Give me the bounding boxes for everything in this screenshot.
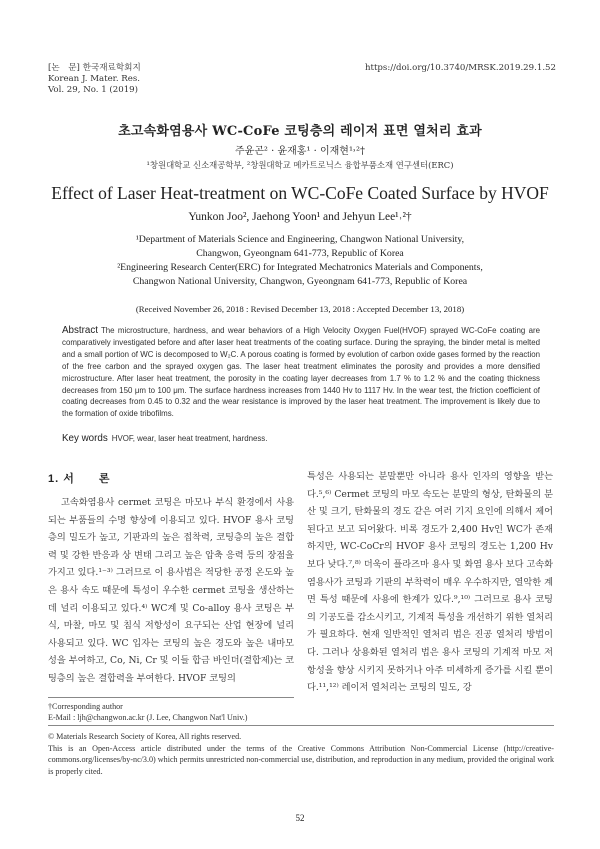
affiliation-line: Changwon National University, Changwon, Gyeongnam 641-773, Republic of Korea xyxy=(132,276,468,287)
copyright-line: © Materials Research Society of Korea, All rights reserved. xyxy=(48,732,242,741)
footnote xyxy=(48,701,247,723)
korean-authors: 주윤곤² · 윤재홍¹ · 이재현¹˒²† xyxy=(234,146,366,157)
journal-header-line: Vol. 29, No. 1 (2019) xyxy=(48,85,138,95)
abstract xyxy=(62,325,540,420)
keywords-text: HVOF, wear, laser heat treatment, hardness. xyxy=(111,434,268,443)
corresponding-author: †Corresponding author xyxy=(48,702,123,711)
abstract-label: Abstract xyxy=(62,325,98,336)
english-title: Effect of Laser Heat-treatment on WC-CoFe Coated Surface by HVOF xyxy=(51,183,549,203)
page-number: 52 xyxy=(295,813,305,823)
abstract-text: The microstructure, hardness, and wear behaviors of a High Velocity Oxygen Fuel(HVOF) sprayed WC-CoFe coating are comparatively investigated before and after laser heat treatments of the coating surface. During the spraying, the binder metal is melted and a small portion of WC is decomposed to W₂C. A porous coating is formed by evolution of carbon oxide gases formed by the reaction of the free carbon and the sprayed oxygen gas. The laser heat treatment eliminates the porosity and provides a more densified microstructure. After laser heat treatment, the porosity in the coating layer decreases from 1.7 % to 1.2 % and the coating thickness decreases from 150 μm to 100 μm. The surface hardness increases from 1440 Hv to 1117 Hv. In the wear test, the friction coefficient of coating decreases from 0.45 to 0.32 and the wear resistance is improved by the laser heat treatment. The improvement is likely due to the formation of oxide tribofilms. xyxy=(62,326,540,419)
license-text: This is an Open-Access article distributed under the terms of the Creative Commons Attribution Non-Commercial License (http://creative-commons.org/licenses/by-nc/3.0) which permits unrestricted non-commercial use, distribution, and reproduction in any medium, provided the original work is properly cited. xyxy=(48,743,554,776)
journal-header-line: Korean J. Mater. Res. xyxy=(48,74,140,84)
affiliation-line: ²Engineering Research Center(ERC) for Integrated Mechatronics Materials and Components, xyxy=(117,262,483,273)
author-email[interactable]: E-Mail : ljh@changwon.ac.kr (J. Lee, Changwon Nat'l Univ.) xyxy=(48,713,248,723)
keywords-label: Key words xyxy=(62,433,108,444)
paragraph: 고속화염용사 cermet 코팅은 마모나 부식 환경에서 사용되는 부품들의 수명 향상에 이용되고 있다. HVOF 용사 코팅층의 밀도가 높고, 기판과의 높은 접착력, 코팅층의 높은 결합력 및 강한 반응과 상 변태 그리고 높은 압축 응력 등의 장점을 가지고 있다.¹⁻³⁾ 그러므로 이 용사법은 적당한 공정 온도와 높은 용사 속도 때문에 특성이 우수한 cermet 코팅을 생산하는데 널리 이용되고 있다.⁴⁾ WC계 및 Co-alloy 용사 코팅은 부식, 마찰, 마모 및 침식 저항성이 요구되는 산업 현장에 널리 사용되고 있다. WC 입자는 코팅의 높은 경도와 높은 내마모성을 부여하고, Co, Ni, Cr 및 이들 합금 바인더(결합제)는 코팅층의 높은 결합력을 부여한다. HVOF 코팅의 xyxy=(48,497,294,684)
korean-affiliations: ¹창원대학교 신소재공학부, ²창원대학교 메카트로닉스 융합부품소재 연구센터(ERC) xyxy=(146,160,454,170)
affiliation-line: Changwon, Gyeongnam 641-773, Republic of Korea xyxy=(196,248,404,259)
license-block xyxy=(48,731,554,777)
left-column xyxy=(48,494,294,688)
affiliation-line: ¹Department of Materials Science and Engineering, Changwon National University, xyxy=(135,234,465,245)
english-affiliations xyxy=(0,233,600,289)
doi-link[interactable]: https://doi.org/10.3740/MRSK.2019.29.1.52 xyxy=(364,63,556,73)
footnote-divider xyxy=(48,697,294,698)
section-title: 1. 서 론 xyxy=(48,473,111,485)
korean-title: 초고속화염용사 WC-CoFe 코팅층의 레이저 표면 열처리 효과 xyxy=(118,124,482,139)
journal-header-line: [논 문] 한국재료학회지 xyxy=(48,63,141,73)
right-column xyxy=(307,468,553,697)
paragraph: 특성은 사용되는 분말뿐만 아니라 용사 인자의 영향을 받는다.⁵,⁶⁾ Cermet 코팅의 마모 속도는 분말의 형상, 탄화물의 분산 및 크기, 탄화물의 경도 같은 여러 기지 요인에 의해서 제어된다고 보고 되어왔다. 비록 경도가 2,400 Hv인 WC가 존재하지만, WC-CoCr의 HVOF 용사 코팅의 경도는 1,200 Hv 보다 낮다.⁷,⁸⁾ 더욱이 플라즈마 용사 및 화염 용사 보다 고속화염용사가 코팅과 기판의 부착력이 매우 우수하지만, 열악한 계면 특성 때문에 사용에 한계가 있다.⁹,¹⁰⁾ 그러므로 용사 코팅의 기공도를 감소시키고, 기계적 특성을 개선하기 위한 열처리가 필요하다. 현재 일반적인 열처리 법은 진공 열처리 방법이다. 그러나 상용화된 열처리 법은 용사 코팅의 기계적 마모 저항성을 향상 시키지 못하거나 아주 미세하게 증가를 시킬 뿐이다.¹¹,¹²⁾ 레이저 열처리는 코팅의 밀도, 강 xyxy=(307,471,553,694)
journal-header xyxy=(48,63,141,96)
license-divider xyxy=(48,725,554,726)
keywords xyxy=(62,433,540,444)
received-dates: (Received November 26, 2018 : Revised December 13, 2018 : Accepted December 13, 2018) xyxy=(135,304,465,314)
english-authors: Yunkon Joo², Jaehong Yoon¹ and Jehyun Lee¹˒²† xyxy=(188,211,412,223)
